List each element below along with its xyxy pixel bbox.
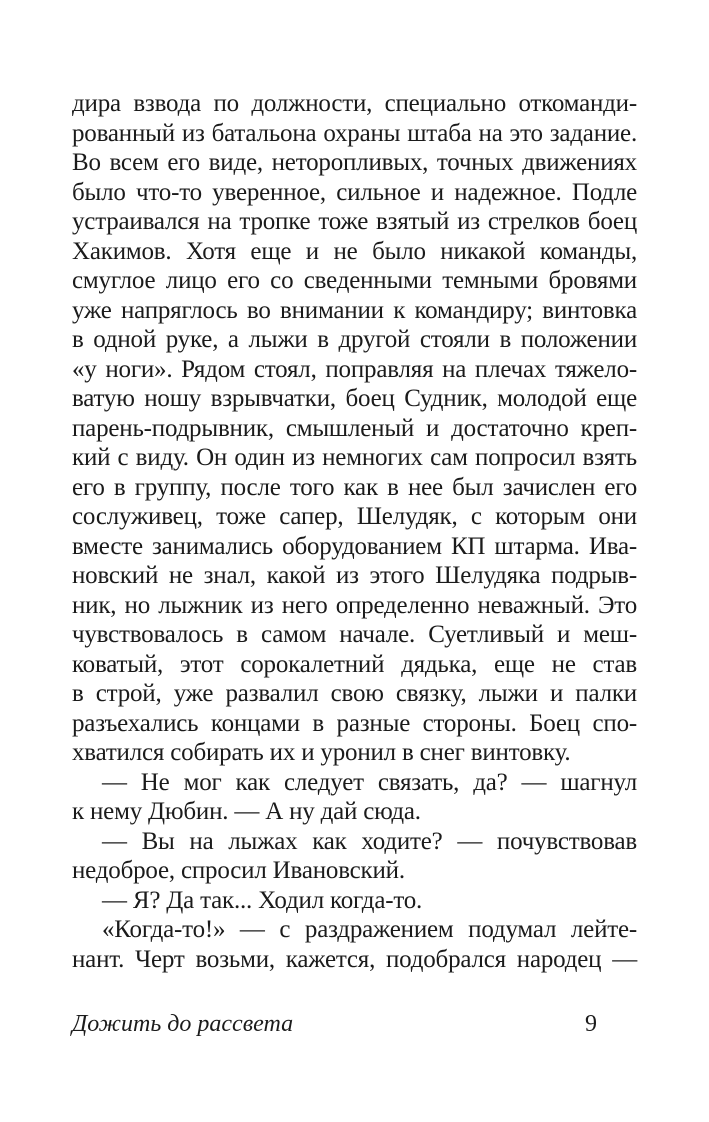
- body-line: «у ноги». Рядом стоял, поправляя на плечах тяжело-: [72, 355, 637, 383]
- body-line: было что-то уверенное, сильное и надежное. Подле: [72, 178, 637, 206]
- body-line: в одной руке, а лыжи в другой стояли в положении: [72, 326, 637, 353]
- body-line: сослуживец, тоже сапер, Шелудяк, с которым они: [72, 503, 637, 530]
- body-line: коватый, этот сорокалетний дядька, еще не став: [72, 650, 637, 678]
- body-line: устраивался на тропке тоже взятый из стрелков боец: [72, 208, 637, 235]
- body-line: ватую ношу взрывчатки, боец Судник, молодой еще: [72, 385, 637, 412]
- page-footer: [72, 1009, 637, 1039]
- body-line: к нему Дюбин. — А ну дай сюда.: [72, 798, 421, 825]
- paragraph: [72, 768, 637, 827]
- page-body: [72, 89, 637, 974]
- body-line: вместе занимались оборудованием КП штарма. Ива-: [72, 532, 637, 560]
- body-line: чувствовалось в самом начале. Суетливый и меш-: [72, 621, 637, 648]
- body-line: разъехались концами в разные стороны. Боец спо-: [72, 709, 637, 737]
- page-number: 9: [585, 1011, 597, 1037]
- body-line: рованный из батальона охраны штаба на это задание.: [72, 119, 637, 147]
- body-line: ник, но лыжник из него определенно неважный. Это: [72, 591, 637, 619]
- body-line: его в группу, после того как в нее был зачислен его: [72, 473, 637, 501]
- body-line: новский не знал, какой из этого Шелудяка подрыв-: [72, 562, 637, 589]
- body-line: Хакимов. Хотя еще и не было никакой команды,: [72, 237, 637, 265]
- body-line: «Когда-то!» — с раздражением подумал лейте-: [102, 916, 637, 943]
- body-line: — Я? Да так... Ходил когда-то.: [102, 886, 423, 914]
- running-title: Дожить до рассвета: [72, 1011, 294, 1037]
- paragraph: [72, 827, 637, 886]
- body-line: парень-подрывник, смышленый и достаточно креп-: [72, 414, 637, 442]
- paragraph: [72, 886, 637, 916]
- body-line: в строй, уже развалил свою связку, лыжи и палки: [72, 680, 637, 707]
- body-line: смуглое лицо его со сведенными темными бровями: [72, 267, 637, 294]
- body-line: нант. Черт возьми, кажется, подобрался народец —: [72, 945, 637, 973]
- body-line: хватился собирать их и уронил в снег винтовку.: [72, 739, 571, 766]
- body-line: — Вы на лыжах как ходите? — почувствовав: [102, 827, 637, 855]
- body-line: кий с виду. Он один из немногих сам попросил взять: [72, 444, 637, 471]
- body-line: Во всем его виде, неторопливых, точных движениях: [72, 149, 637, 176]
- body-line: недоброе, спросил Ивановский.: [72, 857, 405, 884]
- body-line: уже напряглось во внимании к командиру; винтовка: [72, 296, 637, 324]
- body-line: дира взвода по должности, специально откоманди-: [72, 90, 637, 117]
- paragraph: [72, 89, 637, 768]
- body-line: — Не мог как следует связать, да? — шагнул: [102, 768, 637, 796]
- paragraph: [72, 915, 637, 974]
